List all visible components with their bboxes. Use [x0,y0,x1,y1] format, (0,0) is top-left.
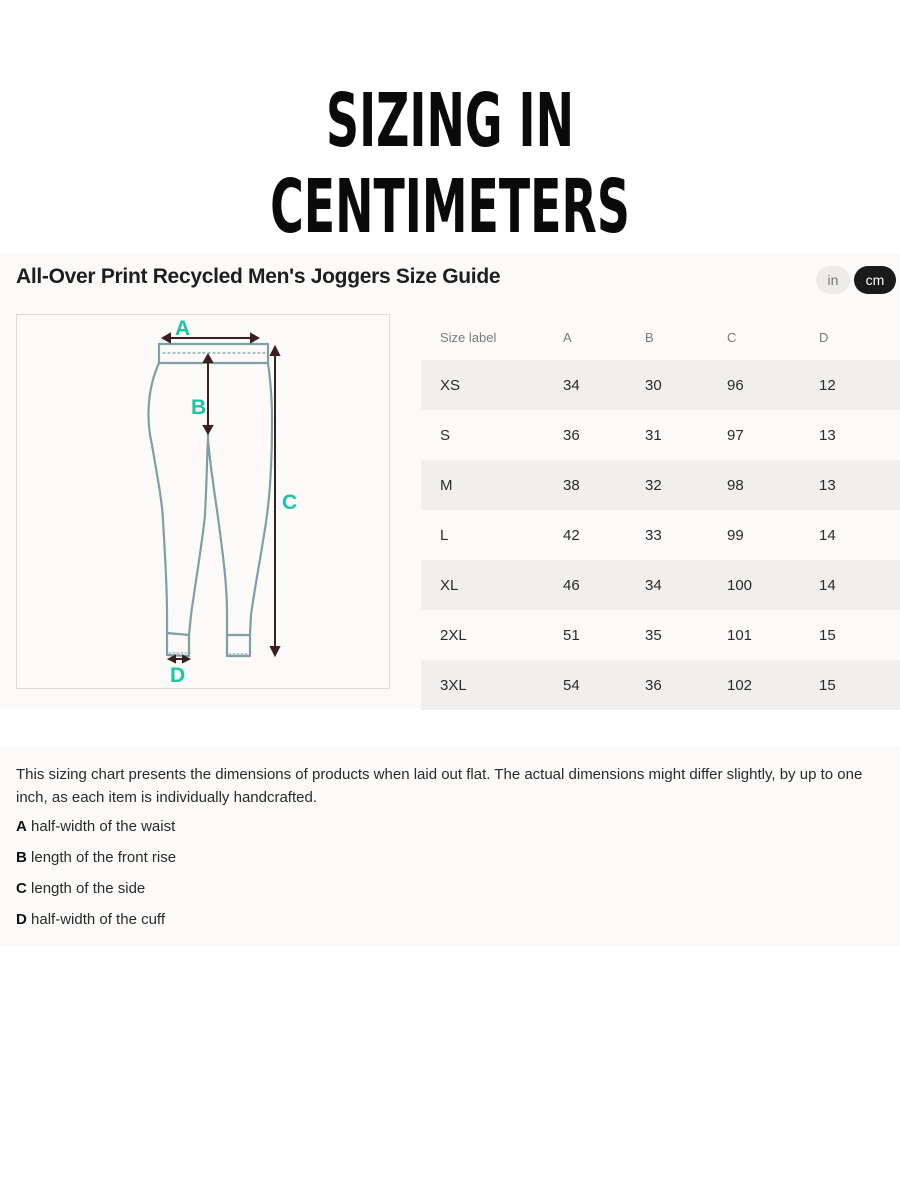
definition-d [16,911,165,928]
table-row [421,360,900,410]
table-cell: M [440,476,453,494]
table-cell: 101 [727,626,753,644]
table-cell: S [440,426,451,444]
table-cell: 36 [645,676,662,694]
table-cell: 2XL [440,626,467,644]
table-cell: 38 [563,476,580,494]
table-row [421,410,900,460]
table-cell: 99 [727,526,744,544]
definition-text: half-width of the waist [31,818,176,835]
definition-key: D [16,911,27,928]
table-cell: 14 [819,576,836,594]
table-cell: 35 [645,626,662,644]
unit-cm-button[interactable]: cm [854,266,896,294]
table-header-cell: C [727,329,737,345]
table-row [421,460,900,510]
sizing-disclaimer: This sizing chart presents the dimensions of products when laid out flat. The actual dimensions might differ slightly, by up to one inch, as each item is individually handcrafted. [16,766,863,806]
table-cell: 34 [563,376,580,394]
table-cell: 98 [727,476,744,494]
table-cell: 12 [819,376,836,394]
sizing-notes [0,746,900,946]
definition-text: length of the front rise [31,849,177,866]
table-cell: 3XL [440,676,467,694]
table-row [421,610,900,660]
table-cell: 30 [645,376,662,394]
size-guide-panel [0,253,900,708]
joggers-outline [148,344,272,656]
table-cell: 54 [563,676,580,694]
table-cell: 51 [563,626,580,644]
measurement-arrows [163,334,279,662]
table-row [421,510,900,560]
label-a: A [175,317,191,340]
definition-b [16,849,176,866]
table-cell: 15 [819,676,836,694]
table-cell: 33 [645,526,662,544]
table-cell: L [440,526,449,544]
definition-text: length of the side [31,880,146,897]
label-b: B [191,396,207,419]
definition-a [16,818,175,835]
unit-toggle [816,266,896,294]
table-cell: 97 [727,426,744,444]
table-cell: 32 [645,476,662,494]
table-cell: 15 [819,626,836,644]
table-cell: 100 [727,576,753,594]
table-cell: 96 [727,376,744,394]
table-header-cell: D [819,329,829,345]
table-cell: XS [440,376,461,394]
table-cell: 13 [819,476,836,494]
table-cell: 13 [819,426,836,444]
definition-key: B [16,849,27,866]
definition-key: A [16,818,27,835]
size-table [421,314,900,710]
size-guide-title: All-Over Print Recycled Men's Joggers Size Guide [16,265,501,288]
table-cell: 34 [645,576,662,594]
definition-text: half-width of the cuff [31,911,165,928]
definition-c [16,880,145,897]
table-cell: 36 [563,426,580,444]
joggers-diagram [17,315,389,688]
page-banner-title: SIZING IN CENTIMETERS [270,78,630,250]
table-cell: XL [440,576,459,594]
table-header-row [421,314,900,360]
definition-key: C [16,880,27,897]
label-d: D [170,664,186,687]
table-cell: 42 [563,526,580,544]
table-row [421,560,900,610]
unit-inches-button[interactable]: in [816,266,850,294]
table-header-cell: A [563,329,572,345]
table-cell: 102 [727,676,753,694]
table-cell: 46 [563,576,580,594]
table-header-cell: B [645,329,654,345]
table-cell: 31 [645,426,662,444]
label-c: C [282,491,298,514]
table-header-cell: Size label [440,329,497,345]
joggers-measurement-figure [16,314,390,689]
table-row [421,660,900,710]
table-cell: 14 [819,526,836,544]
